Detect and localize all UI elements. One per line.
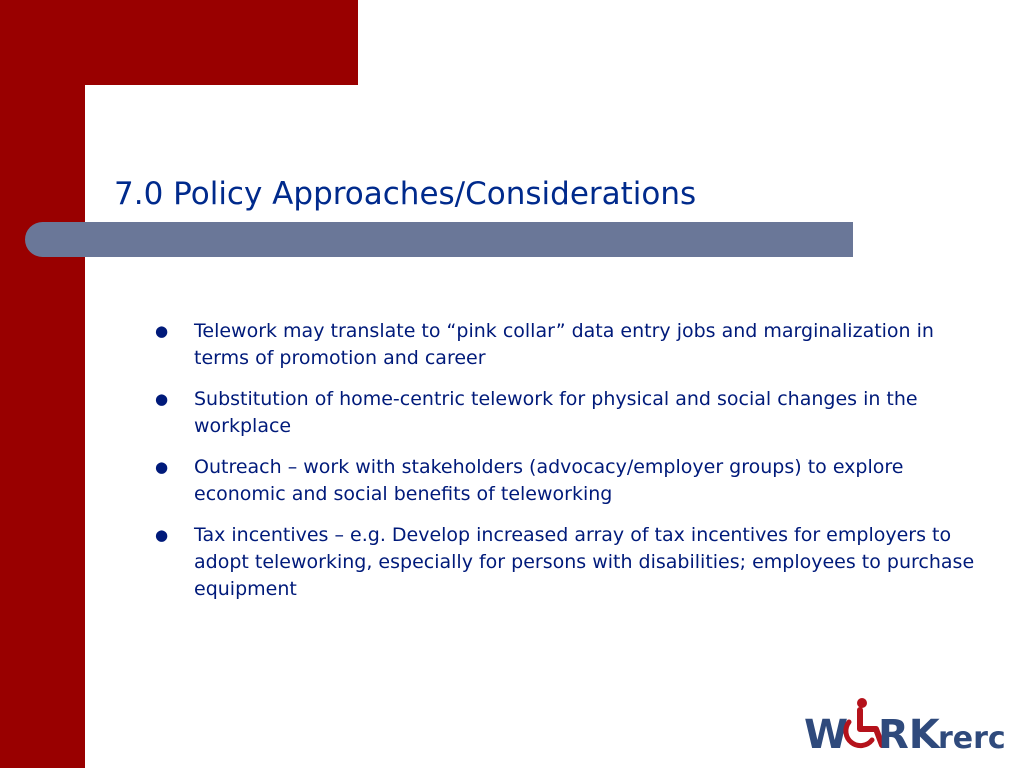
left-red-band xyxy=(0,0,85,768)
bullet-text: Tax incentives – e.g. Develop increased array of tax incentives for employers to adopt teleworking, especially for persons with disabilities; employees to purchase equipment xyxy=(194,524,975,600)
bullet-item xyxy=(155,522,975,603)
bullet-item xyxy=(155,386,975,440)
bullet-text: Substitution of home-centric telework for physical and social changes in the workplace xyxy=(194,388,918,437)
logo-rerc: rerc xyxy=(938,721,1006,756)
wheelchair-user-icon xyxy=(846,698,882,746)
bullet-dot-icon: ● xyxy=(155,526,169,544)
bullet-list xyxy=(155,318,975,617)
bullet-item xyxy=(155,454,975,508)
bullet-text: Telework may translate to “pink collar” data entry jobs and marginalization in terms of promotion and career xyxy=(194,320,934,369)
top-red-block xyxy=(85,0,358,85)
slide-title: 7.0 Policy Approaches/Considerations xyxy=(114,176,697,212)
bullet-dot-icon: ● xyxy=(155,390,169,408)
logo-letter-w: W xyxy=(804,712,849,757)
bullet-dot-icon: ● xyxy=(155,322,169,340)
bullet-text: Outreach – work with stakeholders (advocacy/employer groups) to explore economic and social benefits of teleworking xyxy=(194,456,904,505)
bullet-item xyxy=(155,318,975,372)
work-rerc-logo xyxy=(802,695,1012,757)
bullet-dot-icon: ● xyxy=(155,458,169,476)
logo-letters-rk: RK xyxy=(878,712,940,757)
title-underline-bar xyxy=(25,222,853,257)
